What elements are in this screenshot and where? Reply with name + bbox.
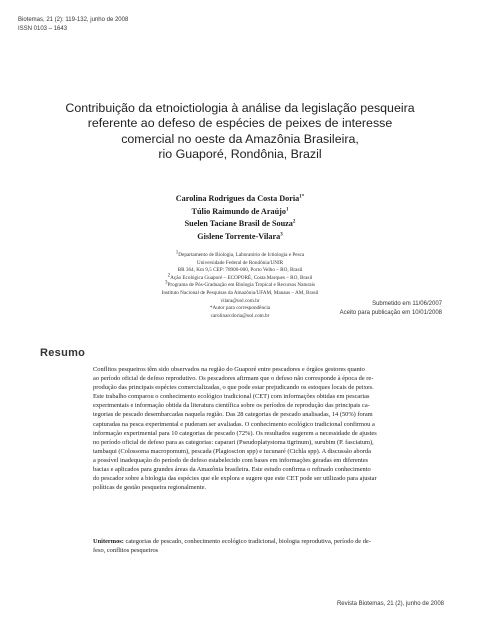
abstract-line: Conflitos pesqueiros têm sido observados na região do Guaporé entre pescadores e órgãos gestores quanto	[93, 366, 365, 373]
abstract-line: produção das principais espécies comercializadas, o que pode estar prejudicando os estoques locais de peixes.	[93, 384, 374, 392]
title-line: comercial no oeste da Amazônia Brasileira,	[121, 131, 359, 146]
abstract-line: capturadas na pesca experimental e puderam ser avaliadas. O conhecimento ecológico tradicional confirmou a	[93, 420, 375, 428]
journal-citation: Biotemas, 21 (2): 119-132, junho de 2008	[18, 17, 129, 23]
author: Carolina Rodrigues da Costa Doria$^{1*}$	[175, 194, 305, 203]
affiliation-line: Instituto Nacional de Pesquisas da Amazônia/UFAM, Manaus – AM, Brasil	[161, 289, 319, 296]
abstract-line: experimentais e informação obtida da literatura científica sobre os períodos de reprodução das principais ca-	[93, 402, 370, 410]
author-list	[100, 193, 380, 243]
abstract-line: políticas de gestão pesqueira regionalmente.	[93, 484, 207, 492]
journal-header	[18, 16, 128, 33]
submitted-date: Submetido em 11/06/2007	[372, 301, 442, 307]
abstract-line: a possível inadequação do período de defeso estabelecido com bases em informações geradas em diferentes	[93, 456, 369, 464]
abstract-line: do pescador sobre a biologia das espécies que ele explora e sugere que este CET pode ser utilizado para ajustar	[93, 475, 377, 483]
corresponding-email[interactable]: carolinarcdoria@uol.com.br	[210, 312, 270, 319]
affiliation-email[interactable]: vilara@uol.com.br	[220, 297, 260, 304]
abstract-heading: Resumo	[40, 347, 86, 359]
keywords-line: Unitermos: categorias de pescado, conhecimento ecológico tradicional, biologia reprodutiva, período de de-	[93, 538, 371, 545]
keywords-label: Unitermos:	[93, 538, 124, 545]
author: Túlio Raimundo de Araújo$^1$	[191, 206, 289, 216]
abstract-line: informação experimental para 10 categorias de pescado (72%). Os resultados sugerem a necessidade de ajustes	[93, 429, 377, 437]
affiliation-line: $^1$Departamento de Biologia, Laboratório de Ictiologia e Pesca	[175, 250, 305, 258]
article-title	[40, 101, 440, 163]
submission-dates	[340, 300, 442, 317]
abstract-line: bacias e aplicados para grandes áreas da Amazônia brasileira. Este estudo confirma o refinado conhecimento	[93, 466, 371, 474]
accepted-date: Aceito para publicação em 10/01/2008	[339, 309, 442, 316]
abstract-body	[93, 365, 443, 492]
affiliation-line: *Autor para correspondência	[209, 305, 271, 312]
affiliation-line: BR 364, Km 9,5 CEP: 78900-000, Porto Velho – RO, Brasil	[177, 267, 303, 274]
abstract-line: tambaqui (Colossoma macropomum), pescada (Plagioscion spp) e tucunaré (Cichla spp). A discussão aborda	[93, 447, 371, 455]
author: Suelen Taciane Brasil de Souza$^2$	[184, 219, 296, 228]
journal-issn: ISSN 0103 – 1643	[18, 25, 68, 32]
title-line: rio Guaporé, Rondônia, Brazil	[158, 147, 322, 162]
abstract-line: no período oficial de defeso para as categorias: caparari (Pseudoplatystoma tigrinum), surubim (P. fasciatum),	[93, 438, 374, 446]
abstract-line: ao período oficial de defeso reprodutivo. Os pescadores afirmam que o defeso não corresponde à época de re-	[93, 375, 374, 383]
abstract-line: Este trabalho comparou o conhecimento ecológico tradicional (CET) com informações obtidas em pescarias	[93, 393, 370, 401]
title-line: Contribuição da etnoictiologia à análise da legislação pesqueira	[65, 101, 415, 115]
affiliation-line: $^3$Programa de Pós-Graduação em Biologia Tropical e Recursos Naturais	[164, 280, 316, 289]
affiliation-line: $^2$Ação Ecológica Guaporé – ECOPORÉ, Costa Marques – RO, Brasil	[167, 273, 313, 281]
abstract-line: tegorias de pescado desembarcadas naquela região. Das 28 categorias de pescado analisadas, 14 (50%) foram	[93, 411, 373, 419]
affiliation-line: Universidade Federal de Rondônia/UNIR	[196, 259, 284, 266]
keywords-line: feso, conflitos pesqueiros	[93, 547, 159, 555]
keywords	[93, 537, 443, 555]
author: Gislene Torrente-Vilara$^3$	[197, 231, 283, 241]
title-line: referente ao defeso de espécies de peixes de interesse	[87, 116, 393, 131]
page-footer: Revista Biotemas, 21 (2), junho de 2008	[336, 601, 444, 607]
